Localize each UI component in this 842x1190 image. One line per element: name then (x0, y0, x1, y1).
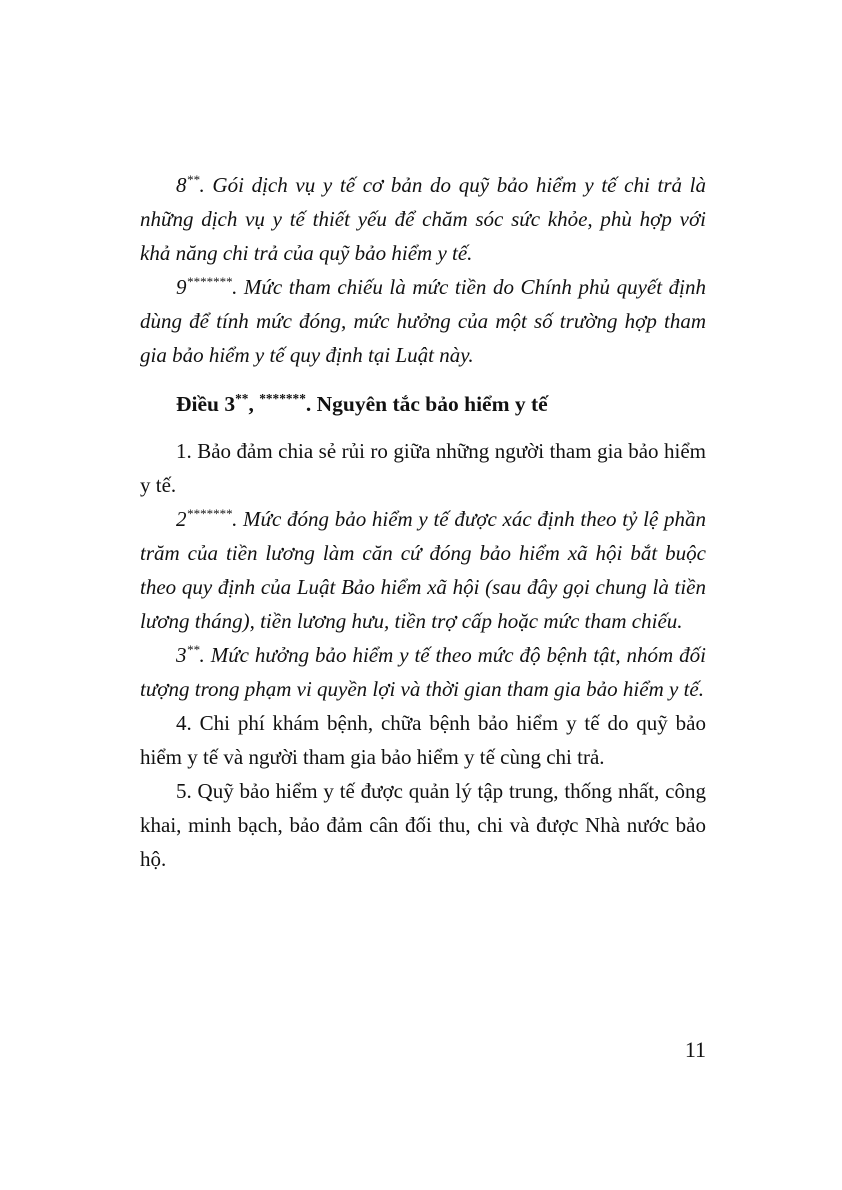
footnote-marker: ******* (186, 506, 233, 521)
clause-number: 8 (176, 173, 187, 197)
paragraph-principle-1 (140, 434, 706, 502)
paragraph-principle-5 (140, 774, 706, 876)
paragraph-principle-4 (140, 706, 706, 774)
clause-text: . Mức hưởng bảo hiểm y tế theo mức độ bệnh tật, nhóm đối tượng trong phạm vi quyền lợi và thời gian tham gia bảo hiểm y tế. (140, 643, 706, 701)
clause-number: 5 (176, 779, 187, 803)
article-heading (140, 387, 706, 421)
footnote-marker: ** (186, 642, 200, 657)
footnote-marker: ******* (186, 274, 233, 289)
paragraph-clause-9 (140, 270, 706, 372)
article-label: Điều 3 (176, 392, 236, 416)
page-number: 11 (684, 1037, 706, 1062)
clause-number: 9 (176, 275, 187, 299)
article-title: . Nguyên tắc bảo hiểm y tế (305, 392, 548, 416)
clause-text: . Gói dịch vụ y tế cơ bản do quỹ bảo hiểm y tế chi trả là những dịch vụ y tế thiết yếu để chăm sóc sức khỏe, phù hợp với khả năng chi trả của quỹ bảo hiểm y tế. (140, 173, 706, 265)
paragraph-clause-8 (140, 168, 706, 270)
clause-text: . Mức tham chiếu là mức tiền do Chính phủ quyết định dùng để tính mức đóng, mức hưởng của một số trường hợp tham gia bảo hiểm y tế quy định tại Luật này. (140, 275, 706, 367)
clause-text: . Mức đóng bảo hiểm y tế được xác định theo tỷ lệ phần trăm của tiền lương làm căn cứ đóng bảo hiểm xã hội bắt buộc theo quy định của Luật Bảo hiểm xã hội (sau đây gọi chung là tiền lương tháng), tiền lương hưu, tiền trợ cấp hoặc mức tham chiếu. (140, 507, 706, 633)
footnote-marker: ** (235, 390, 249, 406)
clause-number: 3 (176, 643, 187, 667)
clause-number: 2 (176, 507, 187, 531)
text-block (140, 168, 706, 876)
footnote-marker: ** (186, 172, 200, 187)
clause-text: . Chi phí khám bệnh, chữa bệnh bảo hiểm y tế do quỹ bảo hiểm y tế và người tham gia bảo hiểm y tế cùng chi trả. (140, 711, 706, 769)
clause-number: 4 (176, 711, 187, 735)
clause-text: . Bảo đảm chia sẻ rủi ro giữa những người tham gia bảo hiểm y tế. (140, 439, 706, 497)
clause-number: 1 (176, 439, 187, 463)
clause-text: . Quỹ bảo hiểm y tế được quản lý tập trung, thống nhất, công khai, minh bạch, bảo đảm cân đối thu, chi và được Nhà nước bảo hộ. (140, 779, 706, 871)
footnote-marker: ******* (259, 390, 306, 406)
paragraph-principle-3 (140, 638, 706, 706)
article-separator: , (248, 392, 260, 416)
paragraph-principle-2 (140, 502, 706, 638)
